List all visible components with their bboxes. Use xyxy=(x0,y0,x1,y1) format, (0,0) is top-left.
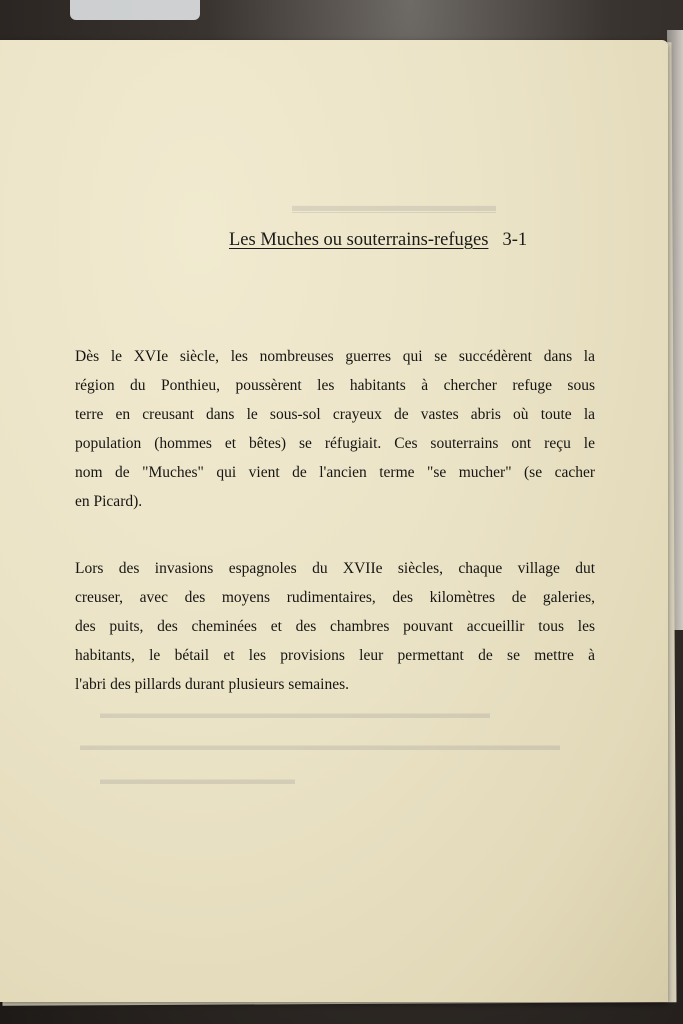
text-line: habitants, le bétail et les provisions leur permettant de se mettre à xyxy=(75,647,595,664)
show-through-line: ▬▬▬▬▬▬▬▬▬▬▬▬▬▬▬▬▬▬▬▬▬▬▬▬▬▬ xyxy=(100,706,490,722)
text-line: nom de "Muches" qui vient de l'ancien terme "se mucher" (se cacher xyxy=(75,464,595,481)
text-line: des puits, des cheminées et des chambres pouvant accueillir tous les xyxy=(75,618,595,635)
paragraph-2 xyxy=(75,554,595,699)
show-through-header: ▬▬▬▬▬▬▬▬▬▬▬▬ xyxy=(292,196,496,215)
paragraph-1 xyxy=(75,342,595,516)
text-line: Dès le XVIe siècle, les nombreuses guerres qui se succédèrent dans la xyxy=(75,348,595,365)
text-line: terre en creusant dans le sous-sol crayeux de vastes abris où toute la xyxy=(75,406,595,423)
document-page xyxy=(0,40,668,1002)
text-line: en Picard). xyxy=(75,493,143,510)
text-line: Lors des invasions espagnoles du XVIIe siècles, chaque village dut xyxy=(75,560,595,577)
show-through-line: ▬▬▬▬▬▬▬▬▬▬▬▬▬ xyxy=(100,772,295,788)
ceiling-light xyxy=(70,0,200,20)
page-number: 3-1 xyxy=(502,230,528,250)
page-title: Les Muches ou souterrains-refuges xyxy=(229,230,489,250)
text-line: région du Ponthieu, poussèrent les habitants à chercher refuge sous xyxy=(75,377,595,394)
page-header xyxy=(229,230,527,251)
text-line: population (hommes et bêtes) se réfugiait. Ces souterrains ont reçu le xyxy=(75,435,595,452)
text-line: l'abri des pillards durant plusieurs semaines. xyxy=(75,676,349,693)
text-line: creuser, avec des moyens rudimentaires, des kilomètres de galeries, xyxy=(75,589,595,606)
show-through-line: ▬▬▬▬▬▬▬▬▬▬▬▬▬▬▬▬▬▬▬▬▬▬▬▬▬▬▬▬▬▬▬▬ xyxy=(80,738,560,754)
